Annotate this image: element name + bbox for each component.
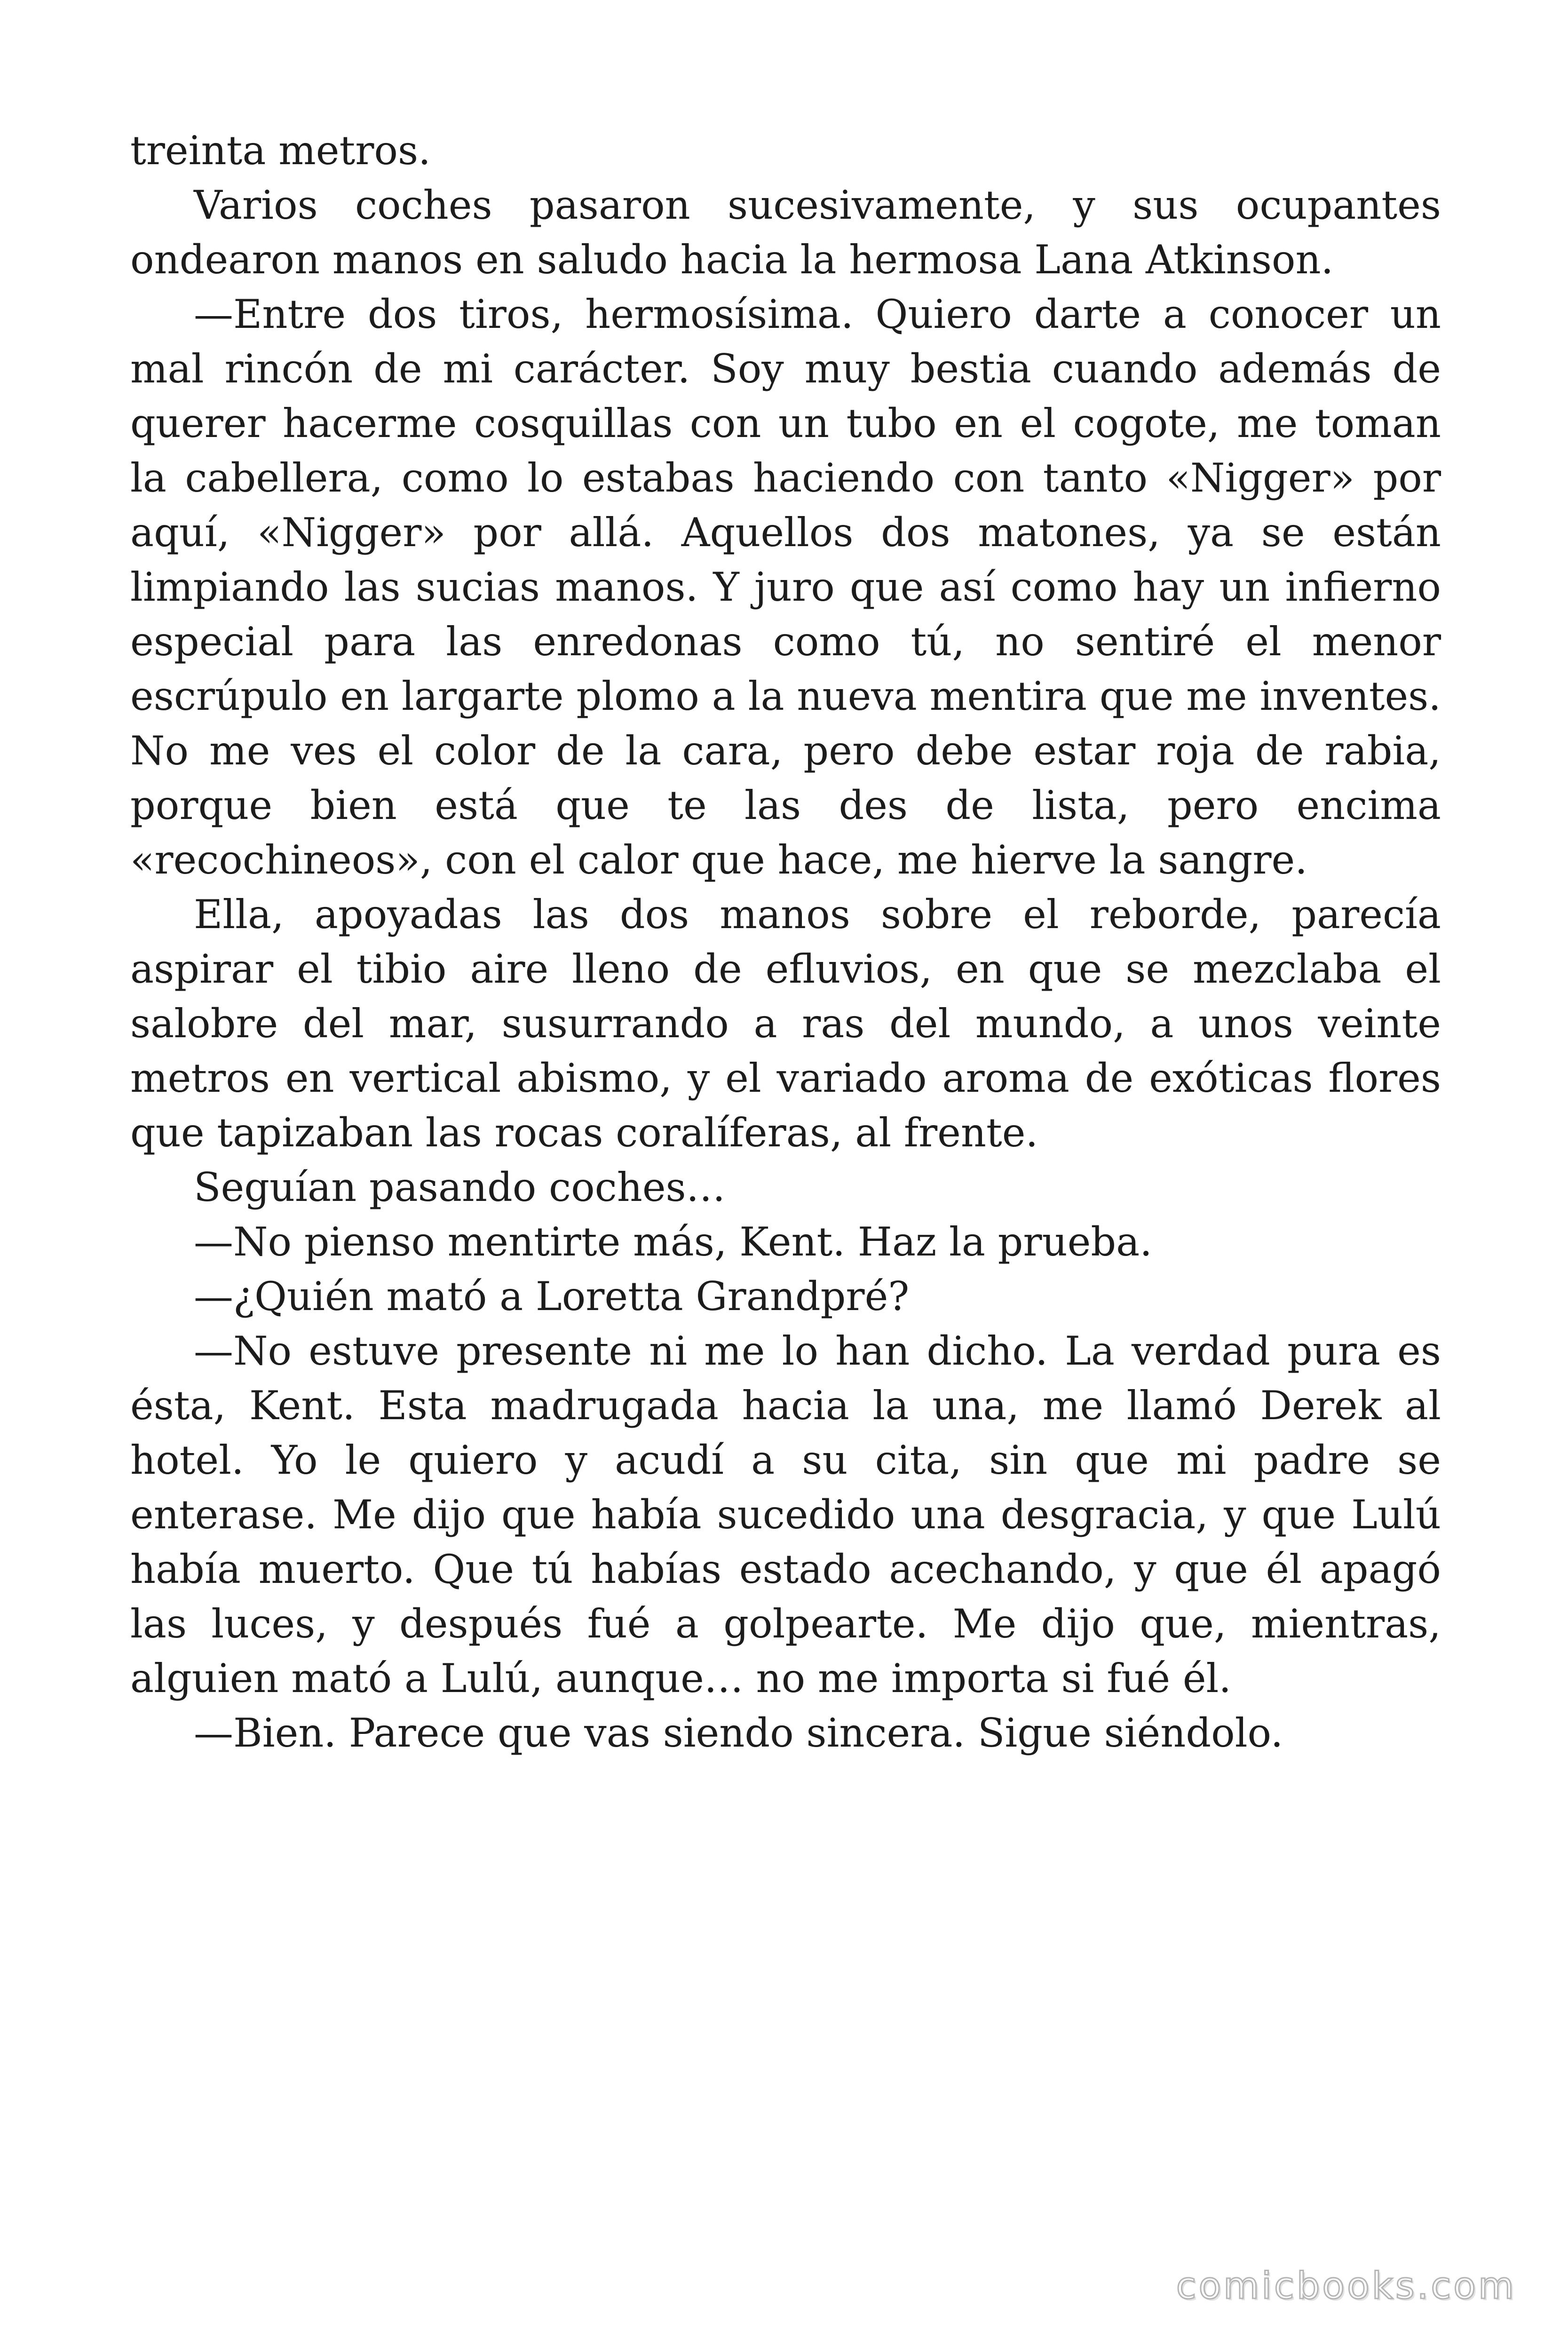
paragraph-5: Seguían pasando coches… [194,1164,726,1210]
paragraph-7: —¿Quién mató a Loretta Grandpré? [194,1273,910,1319]
paragraph-2: Varios coches pasaron sucesivamente, y sus ocupantes ondearon manos en saludo hacia la hermosa Lana Atkinson. [130,182,1441,283]
body-text [130,123,1441,1760]
paragraph-6: —No pienso mentirte más, Kent. Haz la prueba. [194,1219,1152,1265]
paragraph-9: —Bien. Parece que vas siendo sincera. Sigue siéndolo. [194,1710,1283,1756]
paragraph-1: treinta metros. [130,127,431,174]
watermark: comicbooks.com [1176,2265,1516,2307]
paragraph-3: —Entre dos tiros, hermosísima. Quiero darte a conocer un mal rincón de mi carácter. Soy muy bestia cuando además de querer hacerme cosquillas con un tubo en el cogote, me toman la cabellera, como lo estabas haciendo con tanto «Nigger» por aquí, «Nigger» por allá. Aquellos dos matones, ya se están limpiando las sucias manos. Y juro que así como hay un infierno especial para las enredonas como tú, no sentiré el menor escrúpulo en largarte plomo a la nueva mentira que me inventes. No me ves el color de la cara, pero debe estar roja de rabia, porque bien está que te las des de lista, pero encima «recochineos», con el calor que hace, me hierve la sangre. [130,291,1441,883]
paragraph-4: Ella, apoyadas las dos manos sobre el reborde, parecía aspirar el tibio aire lleno de efluvios, en que se mezclaba el salobre del mar, susurrando a ras del mundo, a unos veinte metros en vertical abismo, y el variado aroma de exóticas flores que tapizaban las rocas coralíferas, al frente. [130,891,1441,1156]
paragraph-8: —No estuve presente ni me lo han dicho. La verdad pura es ésta, Kent. Esta madrugada hacia la una, me llamó Derek al hotel. Yo le quiero y acudí a su cita, sin que mi padre se enterase. Me dijo que había sucedido una desgracia, y que Lulú había muerto. Que tú habías estado acechando, y que él apagó las luces, y después fué a golpearte. Me dijo que, mientras, alguien mató a Lulú, aunque… no me importa si fué él. [130,1328,1441,1701]
